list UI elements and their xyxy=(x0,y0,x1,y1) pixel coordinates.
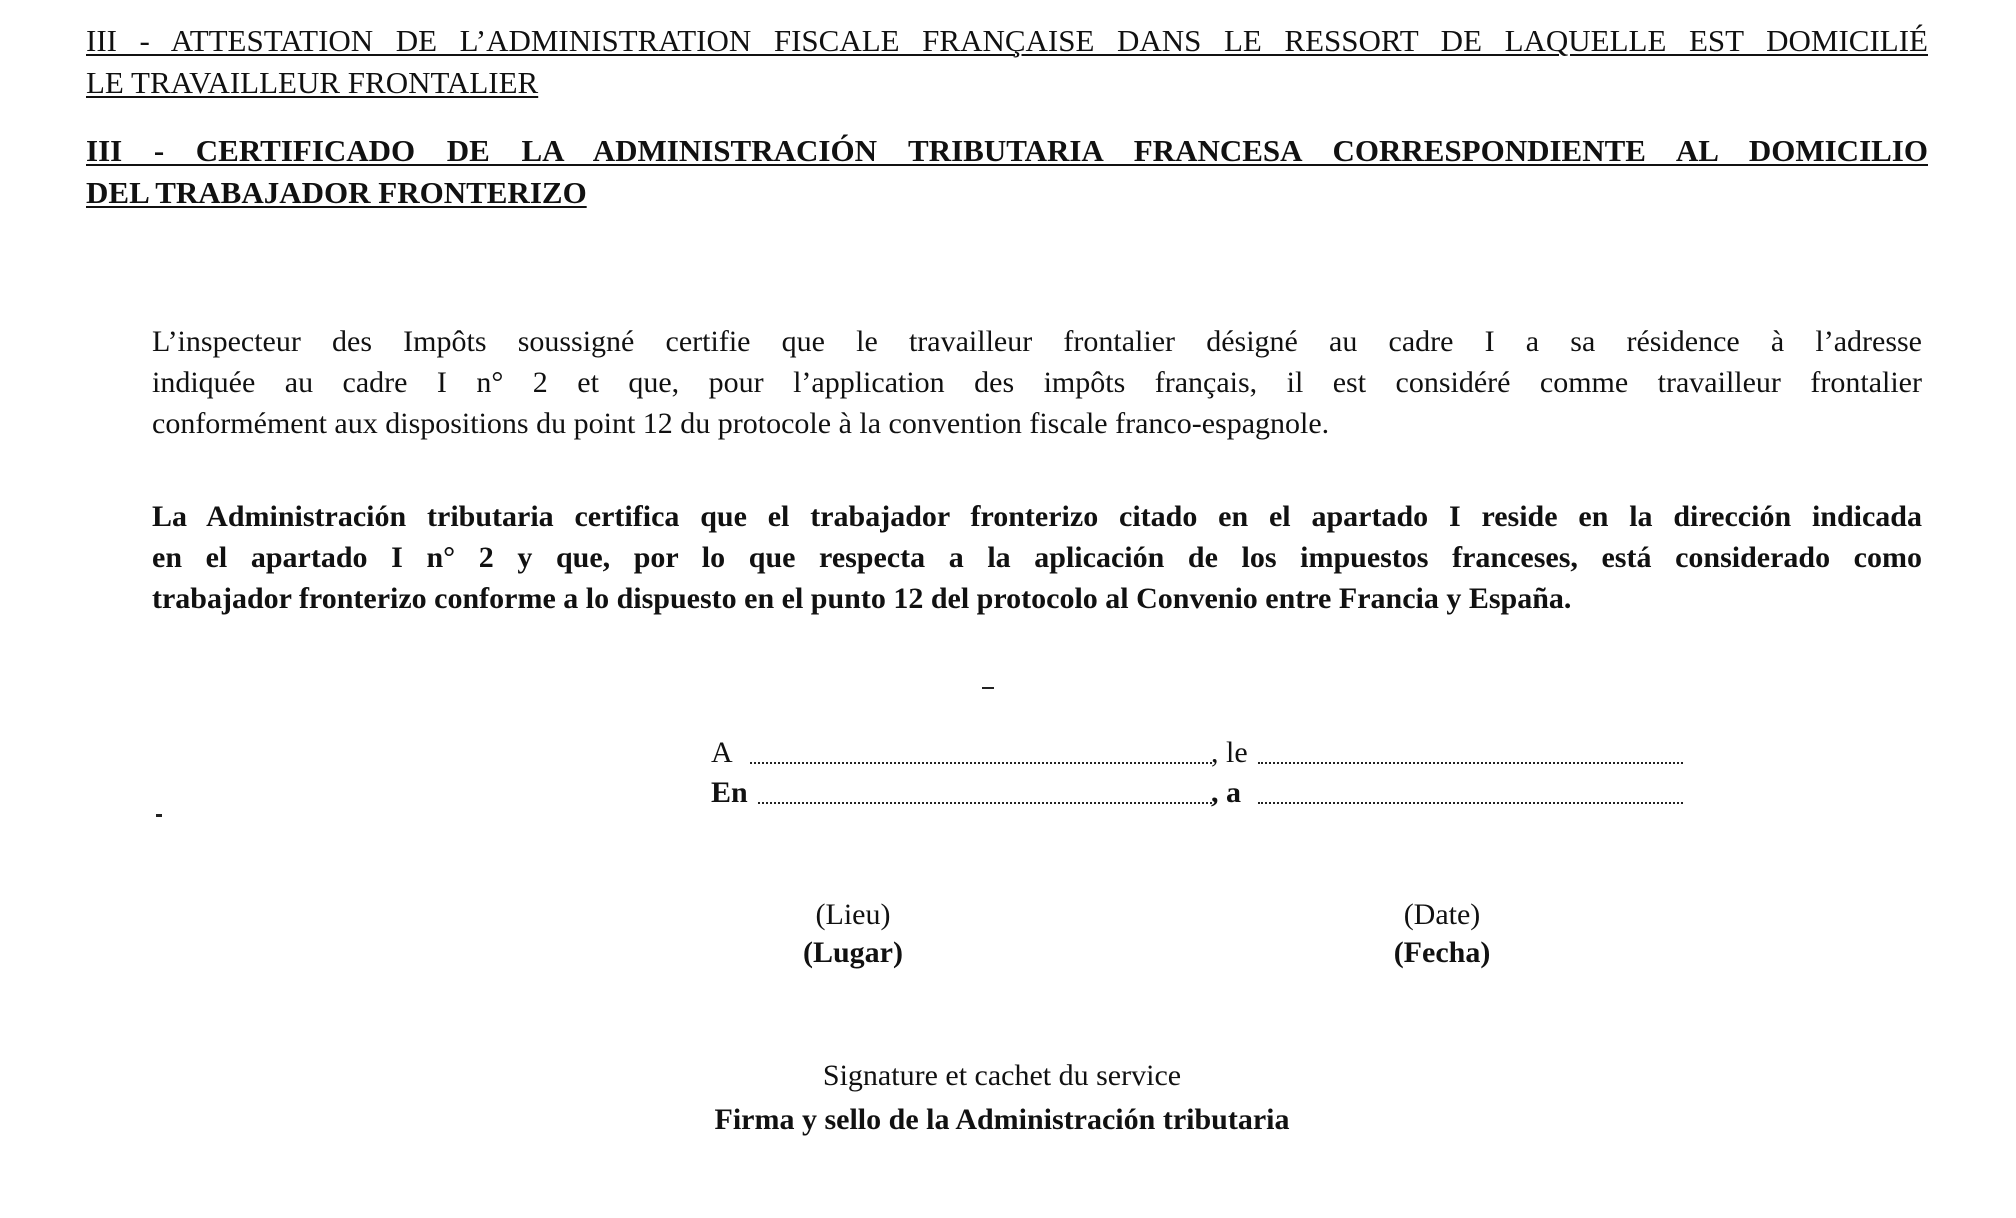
paragraph-es-line: trabajador fronterizo conforme a lo dispuesto en el punto 12 del protocolo al Convenio entre Francia y España. xyxy=(152,582,1572,615)
date-field-es[interactable] xyxy=(1258,802,1683,804)
date-caption-es: (Fecha) xyxy=(1393,936,1491,969)
section-heading-es-line1: III - CERTIFICADO DE LA ADMINISTRACIÓN TRIBUTARIA FRANCESA CORRESPONDIENTE AL DOMICILIO xyxy=(86,133,1928,168)
paragraph-es-line: en el apartado I n° 2 y que, por lo que respecta a la aplicación de los impuestos franceses, está considerado como xyxy=(152,541,1922,574)
place-caption-es: (Lugar) xyxy=(803,936,903,969)
place-field-fr[interactable] xyxy=(750,762,1212,764)
scan-speck xyxy=(156,814,162,817)
place-field-es[interactable] xyxy=(758,802,1212,804)
section-heading-es-line2: DEL TRABAJADOR FRONTERIZO xyxy=(86,175,587,210)
place-caption xyxy=(733,896,973,972)
place-date-row-fr xyxy=(711,733,1701,773)
date-field-fr[interactable] xyxy=(1258,762,1683,764)
certification-paragraph-fr xyxy=(152,321,1922,444)
section-heading-es xyxy=(86,130,1928,214)
place-caption-fr: (Lieu) xyxy=(815,898,891,931)
signature-block xyxy=(700,1054,1304,1142)
paragraph-fr-line: L’inspecteur des Impôts soussigné certifie que le travailleur frontalier désigné au cadre I a sa résidence à l’adresse xyxy=(152,325,1922,358)
date-caption xyxy=(1322,896,1562,972)
section-heading-fr-line2: LE TRAVAILLEUR FRONTALIER xyxy=(86,65,539,100)
section-heading-fr-line1: III - ATTESTATION DE L’ADMINISTRATION FISCALE FRANÇAISE DANS LE RESSORT DE LAQUELLE EST DOMICILIÉ xyxy=(86,23,1928,58)
section-heading-fr xyxy=(86,20,1928,104)
certification-paragraph-es xyxy=(152,496,1922,619)
date-caption-fr: (Date) xyxy=(1403,898,1481,931)
paragraph-fr-line: conformément aux dispositions du point 12 du protocole à la convention fiscale franco-espagnole. xyxy=(152,407,1330,440)
signature-label-fr: Signature et cachet du service xyxy=(822,1059,1182,1092)
date-label-es: , a xyxy=(1211,776,1241,809)
place-date-row-es xyxy=(711,773,1701,813)
place-label-es: En xyxy=(711,776,748,809)
paragraph-es-line: La Administración tributaria certifica que el trabajador fronterizo citado en el apartado I reside en la dirección indicada xyxy=(152,500,1922,533)
paragraph-fr-line: indiquée au cadre I n° 2 et que, pour l’application des impôts français, il est considéré comme travailleur frontalier xyxy=(152,366,1922,399)
date-label-fr: , le xyxy=(1211,736,1248,769)
signature-label-es: Firma y sello de la Administración tributaria xyxy=(714,1103,1290,1136)
place-label-fr: A xyxy=(711,736,733,769)
scan-speck xyxy=(982,687,994,689)
